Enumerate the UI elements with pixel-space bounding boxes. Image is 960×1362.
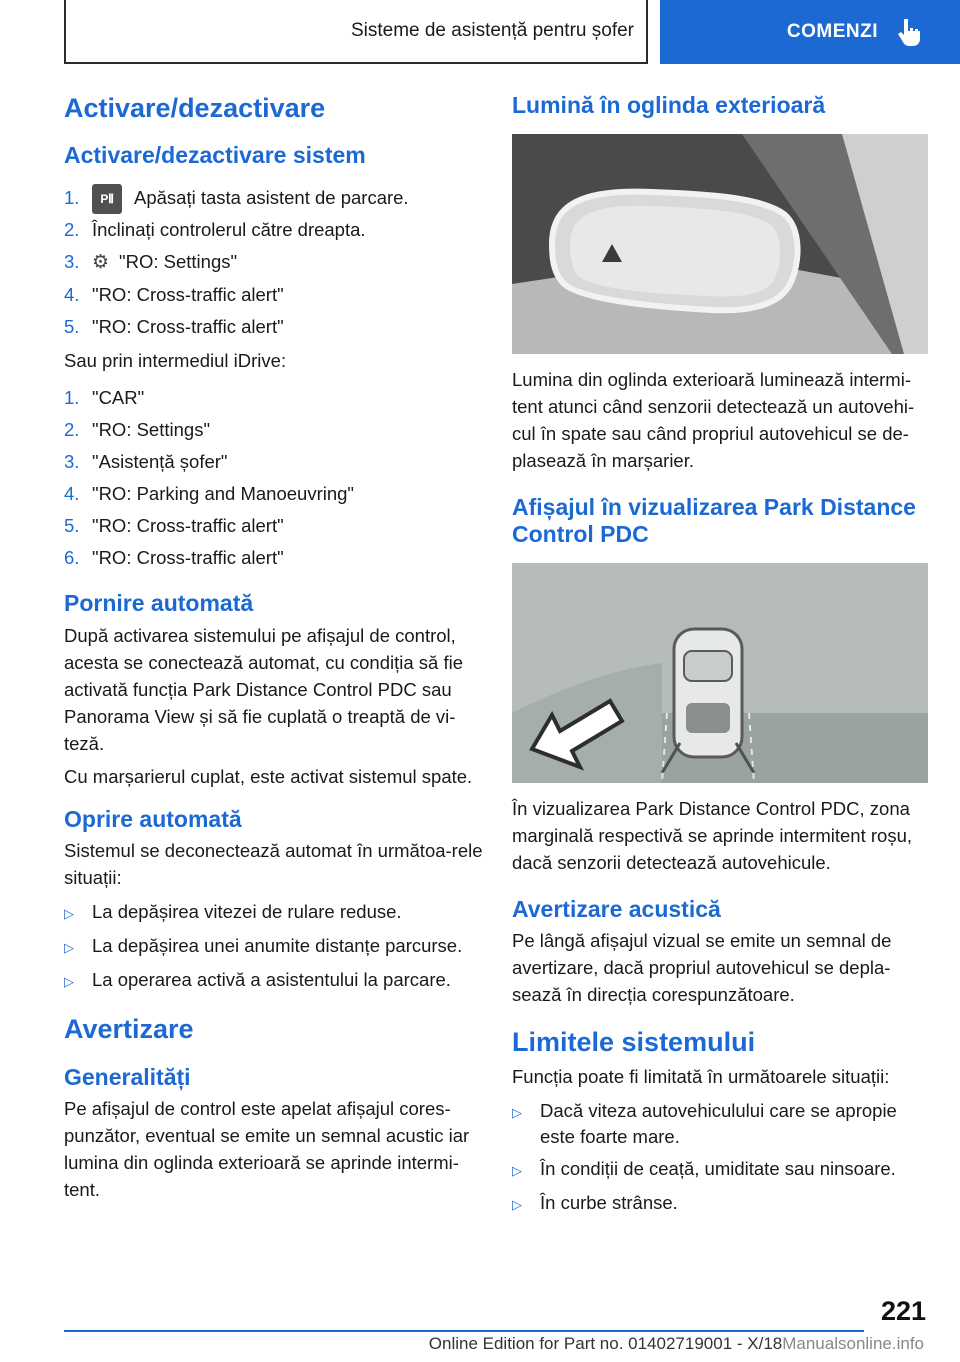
bullet-text: În curbe strânse.: [540, 1191, 678, 1213]
heading-system-limits: Limitele sistemului: [512, 1027, 756, 1058]
step-number: 5.: [64, 316, 80, 338]
right-column: [512, 92, 928, 1224]
header-tab[interactable]: [660, 0, 960, 64]
hand-pointer-icon: [896, 17, 922, 47]
list-item: [512, 1190, 928, 1218]
step-text: "RO: Cross-traffic alert": [92, 515, 284, 537]
acoustic-warning-text: Pe lângă afișajul vizual se emite un semnal de avertizare, dacă propriul autovehicul se depla-sează în direcția corespunzătoare.: [512, 930, 892, 1006]
step-number: 5.: [64, 515, 80, 537]
step-text: "RO: Parking and Manoeuvring": [92, 483, 354, 505]
step-number: 2.: [64, 419, 80, 441]
list-item: [512, 1098, 928, 1150]
step-text: "CAR": [92, 387, 145, 409]
heading-activation: Activare/dezactivare: [64, 93, 326, 123]
auto-stop-text: Sistemul se deconectează automat în următoa-rele situații:: [64, 840, 483, 889]
pdc-display-image: [512, 563, 928, 783]
footer-edition: [429, 1334, 924, 1354]
triangle-bullet-icon: ▷: [512, 1162, 522, 1178]
list-item: [64, 182, 484, 214]
list-item: [64, 510, 484, 542]
bullet-text: Dacă viteza autovehiculului care se apropie este foarte mare.: [540, 1099, 897, 1147]
list-item: [64, 478, 484, 510]
heading-system-toggle: Activare/dezactivare sistem: [64, 142, 366, 169]
triangle-bullet-icon: ▷: [64, 940, 74, 956]
list-item: [64, 214, 484, 246]
heading-warning: Avertizare: [64, 1014, 194, 1045]
step-number: 2.: [64, 219, 80, 241]
step-number: 4.: [64, 284, 80, 306]
system-limits-list: [512, 1098, 928, 1218]
bullet-text: La operarea activă a asistentului la parcare.: [92, 969, 451, 991]
heading-mirror-light: Lumină în oglinda exterioară: [512, 92, 826, 118]
mirror-image: [512, 134, 928, 354]
step-text: "RO: Cross-traffic alert": [92, 547, 284, 569]
heading-pdc-display: Afișajul în vizualizarea Park Distance Control PDC: [512, 493, 916, 548]
list-item: [64, 967, 484, 995]
step-text: "RO: Cross-traffic alert": [92, 284, 284, 306]
step-text: Înclinați controlerul către dreapta.: [92, 219, 366, 241]
pdc-display-text: În vizualizarea Park Distance Control PDC, zona marginală respectivă se aprinde intermitent roșu, dacă senzorii detectează autovehicule.: [512, 797, 912, 873]
idrive-intro: Sau prin intermediul iDrive:: [64, 350, 287, 372]
step-number: 3.: [64, 251, 80, 273]
list-item: [64, 414, 484, 446]
header-tab-label: COMENZI: [786, 21, 878, 42]
list-item: [64, 899, 484, 927]
mirror-light-text: Lumina din oglinda exterioară luminează intermi-tent atunci când senzorii detectează un autovehi-cul în spate sau când propriul autovehicul se de-plasează în marșarier.: [512, 368, 915, 471]
header-section-title: Sisteme de asistență pentru șofer: [350, 20, 634, 41]
auto-stop-list: [64, 899, 484, 995]
gear-icon: ⚙: [92, 252, 110, 274]
footer-edition-text: Online Edition for Part no. 01402719001 - X/18: [428, 1334, 783, 1353]
triangle-bullet-icon: ▷: [512, 1104, 522, 1120]
step-text: "RO: Settings": [92, 419, 211, 441]
general-text: Pe afișajul de control este apelat afișajul cores-punzător, eventual se emite un semnal acustic iar lumina din oglinda exterioară se aprinde intermi-tent.: [64, 1098, 470, 1201]
triangle-bullet-icon: ▷: [64, 974, 74, 990]
idrive-steps-list: [64, 382, 484, 574]
list-item: [512, 1156, 928, 1184]
step-number: 1.: [64, 387, 80, 409]
step-number: 4.: [64, 483, 80, 505]
footer-watermark: Manualsonline.info: [782, 1334, 924, 1353]
list-item: [64, 311, 484, 343]
step-text: "RO: Settings": [119, 251, 238, 273]
button-steps-list: [64, 182, 484, 343]
step-number: 1.: [64, 186, 80, 208]
step-text: Apăsați tasta asistent de parcare.: [134, 186, 409, 208]
park-assist-button-icon: P⦀: [92, 184, 122, 214]
list-item: [64, 933, 484, 961]
header-section-box: [64, 0, 648, 64]
footer-divider: [64, 1330, 864, 1332]
heading-acoustic-warning: Avertizare acustică: [512, 895, 721, 922]
triangle-bullet-icon: ▷: [64, 906, 74, 922]
bullet-text: În condiții de ceață, umiditate sau ninsoare.: [540, 1157, 896, 1179]
list-item: [64, 542, 484, 574]
step-text: "RO: Cross-traffic alert": [92, 316, 284, 338]
heading-auto-start: Pornire automată: [64, 590, 254, 617]
heading-general: Generalități: [64, 1063, 191, 1090]
bullet-text: La depășirea vitezei de rulare reduse.: [92, 901, 402, 923]
list-item: [64, 446, 484, 478]
step-text: "Asistență șofer": [92, 451, 228, 473]
list-item: [64, 382, 484, 414]
left-column: [64, 92, 484, 1203]
page-number: 221: [880, 1296, 926, 1326]
auto-start-text: După activarea sistemului pe afișajul de control, acesta se conectează automat, cu condiția să fie activată funcția Park Distance Control PDC sau Panorama View și să fie cuplată o treaptă de vi-teză.: [64, 624, 464, 754]
step-number: 6.: [64, 547, 80, 569]
step-number: 3.: [64, 451, 80, 473]
list-item: [64, 279, 484, 311]
system-limits-text: Funcția poate fi limitată în următoarele situații:: [512, 1065, 890, 1087]
auto-start-reverse-text: Cu marșarierul cuplat, este activat sistemul spate.: [64, 765, 473, 787]
bullet-text: La depășirea unei anumite distanțe parcurse.: [92, 935, 463, 957]
heading-auto-stop: Oprire automată: [64, 805, 242, 832]
triangle-bullet-icon: ▷: [512, 1196, 522, 1212]
list-item: [64, 246, 484, 279]
